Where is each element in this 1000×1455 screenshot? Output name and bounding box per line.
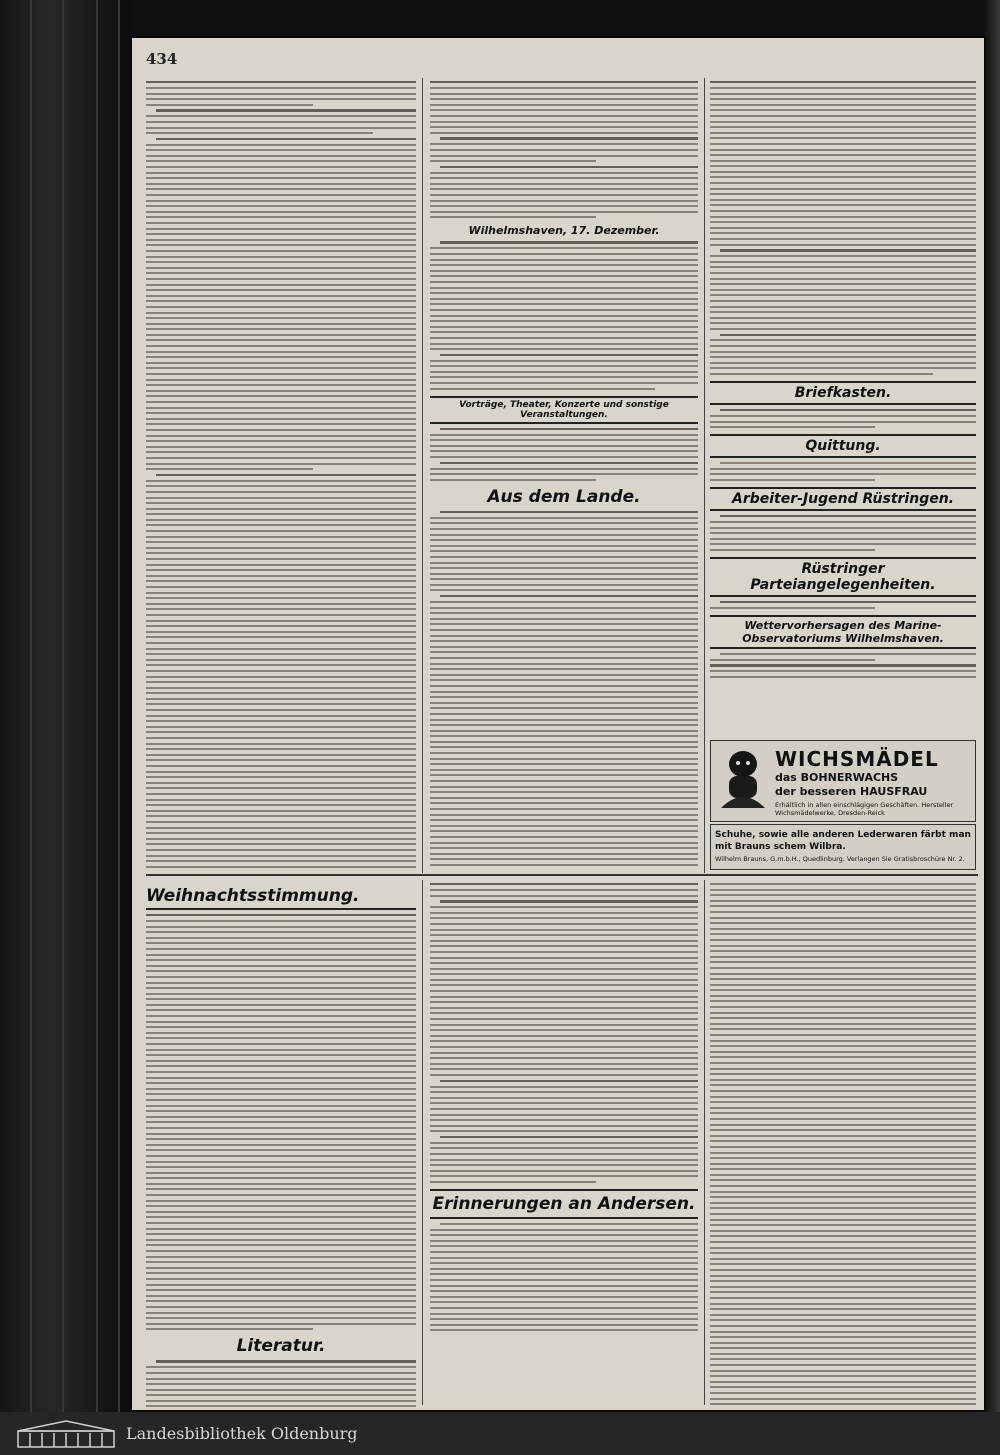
headline-briefkasten: Briefkasten. — [710, 381, 976, 405]
column-1-top — [146, 78, 416, 868]
column-2-bottom — [430, 880, 698, 1408]
headline-weihnachtsstimmung: Weihnachtsstimmung. — [146, 886, 416, 910]
wichsmaedel-ad — [710, 740, 976, 822]
mascot-icon — [715, 746, 771, 816]
article-text — [146, 81, 416, 868]
headline-wilhelmshaven: Wilhelmshaven, 17. Dezember. — [468, 224, 660, 238]
newspaper-sheet — [132, 38, 984, 1410]
headline-arbeiter-jugend: Arbeiter-Jugend Rüstringen. — [710, 487, 976, 511]
column-2-top — [430, 78, 698, 868]
library-building-icon — [16, 1419, 116, 1449]
schuhe-ad-text: Schuhe, sowie alle anderen Lederwaren färbt man mit Brauns schem Wilbra. — [715, 830, 971, 852]
headline-vortraege: Vorträge, Theater, Konzerte und sonstige Veranstaltungen. — [430, 396, 698, 424]
headline-parteiangelegenheiten: Rüstringer Parteiangelegenheiten. — [710, 557, 976, 597]
page-number: 434 — [146, 50, 178, 68]
wichsmaedel-line2: das BOHNERWACHS — [775, 771, 899, 784]
schuhe-ad — [710, 824, 976, 870]
wichsmaedel-small: Erhältlich in allen einschlägigen Geschäften. Hersteller Wichsmädelwerke, Dresden-Reick — [775, 801, 954, 817]
column-3-bottom — [710, 880, 976, 1408]
wichsmaedel-title: WICHSMÄDEL — [775, 747, 939, 771]
schuhe-ad-small: Wilhelm Brauns, G.m.b.H., Quedlinburg. Verlangen Sie Gratisbroschüre Nr. 2. — [715, 855, 965, 863]
column-1-bottom — [146, 880, 416, 1408]
page-edge — [984, 0, 1000, 1412]
library-name: Landesbibliothek Oldenburg — [126, 1424, 358, 1443]
headline-aus-dem-lande: Aus dem Lande. — [487, 486, 641, 507]
headline-quittung: Quittung. — [710, 434, 976, 458]
headline-literatur: Literatur. — [236, 1336, 326, 1357]
viewer-footer — [0, 1412, 1000, 1455]
wichsmaedel-line3: der besseren HAUSFRAU — [775, 785, 928, 798]
headline-erinnerungen: Erinnerungen an Andersen. — [430, 1189, 698, 1219]
book-binding — [0, 0, 132, 1412]
headline-wettervorhersagen: Wettervorhersagen des Marine-Observatoriums Wilhelmshaven. — [710, 615, 976, 649]
